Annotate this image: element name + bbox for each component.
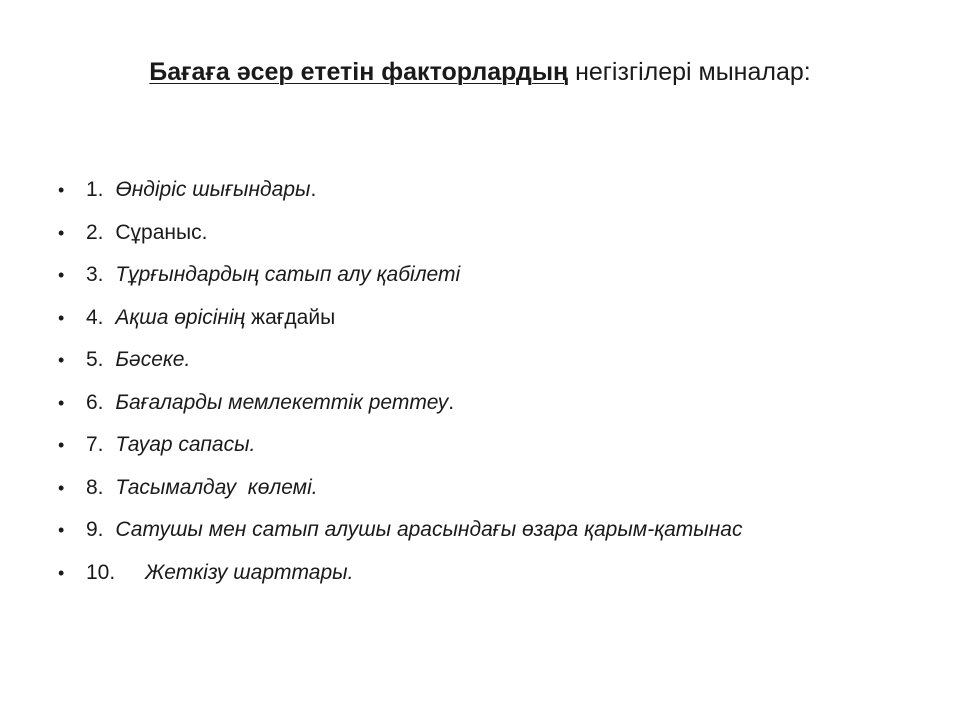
item-text: Бағаларды мемлекеттік реттеу. <box>115 390 455 414</box>
title-bold-part: Бағаға әсер ететін факторлардың <box>149 58 569 86</box>
list-item <box>58 219 878 247</box>
bullet-icon: • <box>58 265 65 285</box>
item-number: 4. <box>86 305 104 329</box>
list-item <box>58 431 878 459</box>
item-number: 9. <box>86 518 104 541</box>
item-number: 1. <box>86 178 104 201</box>
bullet-icon: • <box>58 222 65 243</box>
item-text: Сатушы мен сатып алушы арасындағы өзара қарым-қатынас <box>115 518 743 541</box>
item-text: Жеткізу шарттары. <box>145 560 354 584</box>
list-item <box>58 474 878 502</box>
bullet-icon: • <box>58 350 65 370</box>
item-number: 8. <box>86 475 104 499</box>
item-number: 2. <box>86 220 104 244</box>
list-item <box>58 304 878 332</box>
factor-list <box>58 176 878 601</box>
item-number: 7. <box>86 433 104 456</box>
bullet-icon: • <box>58 477 65 498</box>
list-item <box>58 261 878 289</box>
item-text: Тауар сапасы. <box>115 433 256 456</box>
item-text: Тұрғындардың сатып алу қабілеті <box>115 263 461 286</box>
list-item <box>58 346 878 374</box>
item-number: 3. <box>86 263 104 286</box>
slide-title <box>0 52 960 92</box>
item-number: 5. <box>86 348 104 371</box>
item-text: Бәсеке. <box>115 348 191 371</box>
item-text: Тасымалдау көлемі. <box>115 475 318 499</box>
bullet-icon: • <box>58 520 65 540</box>
item-number: 6. <box>86 390 104 414</box>
list-item <box>58 176 878 204</box>
bullet-icon: • <box>58 180 65 200</box>
item-number: 10. <box>86 560 116 584</box>
item-text: Ақша өрісінің жағдайы <box>115 305 336 329</box>
title-rest-part: негізгілері мыналар: <box>568 58 811 86</box>
item-text: Өндіріс шығындары. <box>115 178 317 201</box>
item-text: Сұраныс. <box>115 220 208 244</box>
bullet-icon: • <box>58 392 65 413</box>
list-item <box>58 516 878 544</box>
list-item <box>58 559 878 587</box>
bullet-icon: • <box>58 562 65 583</box>
bullet-icon: • <box>58 435 65 455</box>
bullet-icon: • <box>58 307 65 328</box>
list-item <box>58 389 878 417</box>
